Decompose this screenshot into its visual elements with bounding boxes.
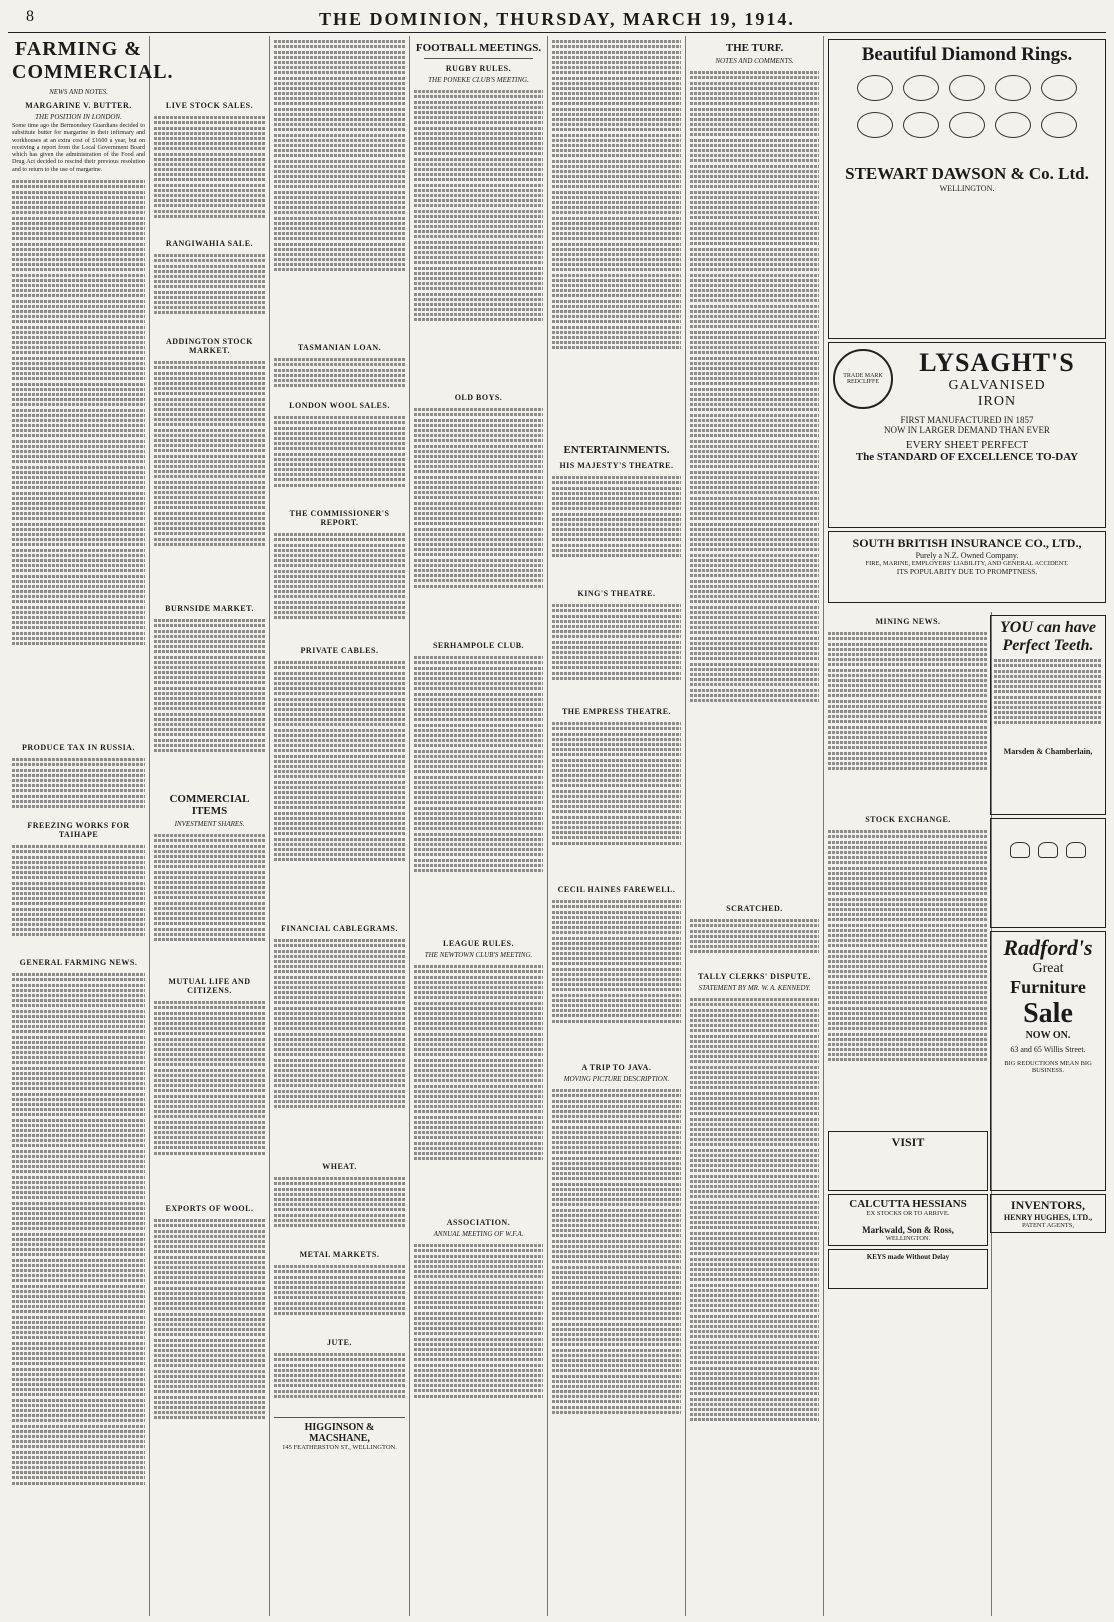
calcutta-hessians-ad (828, 1194, 988, 1246)
radford-now: NOW ON. (1025, 1030, 1071, 1041)
ring-icon (949, 75, 985, 101)
article-heading: MINING NEWS. (875, 617, 941, 626)
teeth-title: YOU can have Perfect Teeth. (1000, 619, 1096, 654)
ring-icon (1041, 75, 1077, 101)
article-heading: BURNSIDE MARKET. (165, 604, 254, 613)
column-finance (270, 36, 410, 1616)
article-heading: PRODUCE TAX IN RUSSIA. (22, 743, 135, 753)
article-body (12, 754, 145, 816)
article-body (414, 1240, 543, 1442)
article-heading: ASSOCIATION. (446, 1218, 511, 1227)
lysaght-sub1: GALVANISED (948, 378, 1046, 393)
article-heading: JUTE. (327, 1338, 352, 1347)
inventors-firm: HENRY HUGHES, LTD., (1003, 1213, 1093, 1222)
article-heading: LONDON WOOL SALES. (289, 401, 390, 410)
radford-visit: VISIT (891, 1135, 925, 1149)
mining-column (828, 612, 992, 1616)
article-body: Some time ago the Bermondsey Guardians decided to substitute butter for margarine in their infirmary and workhouses at an extra cost of £1600 a year, but on receiving a report from the Local Government Board which has given the administration of the Food and Drug Act decided to rescind their previous resolution and to return to the use of margarine. (12, 123, 145, 173)
column-farming (8, 36, 174, 1616)
article-heading: MARGARINE V. BUTTER. (25, 101, 132, 110)
article-body (274, 1261, 405, 1333)
south-british-insurance-ad (828, 531, 1106, 603)
radford-ad-header (828, 1131, 988, 1191)
share-list (154, 830, 265, 972)
column-football (410, 36, 548, 1616)
radford-address: 63 and 65 Willis Street. (1010, 1045, 1086, 1054)
radford-great: Great (1032, 961, 1064, 976)
article-body (690, 994, 819, 1556)
markwald-city: WELLINGTON. (885, 1235, 931, 1242)
article-subheading: THE PONEKE CLUB'S MEETING. (428, 76, 529, 84)
article-body (552, 472, 681, 584)
ring-icon (949, 112, 985, 138)
article-heading: COMMERCIAL ITEMS (169, 793, 250, 817)
section-football: FOOTBALL MEETINGS. (415, 42, 542, 54)
trade-mark-seal-icon: TRADE MARK REDCLIFFE (833, 349, 893, 409)
diamond-ad-title: Beautiful Diamond Rings. (861, 44, 1073, 65)
article-heading: THE COMMISSIONER'S REPORT. (289, 509, 390, 527)
article-body (154, 250, 265, 332)
masthead (8, 6, 1106, 33)
sbi-title: SOUTH BRITISH INSURANCE CO., LTD., (852, 536, 1082, 550)
keys-ad (828, 1249, 988, 1289)
article-body (274, 412, 405, 504)
sbi-line: Purely a N.Z. Owned Company. (915, 551, 1019, 560)
section-entertainments: ENTERTAINMENTS. (563, 444, 670, 456)
higginson-ad-address: 145 FEATHERSTON ST., WELLINGTON. (282, 1444, 397, 1451)
article-body (274, 354, 405, 396)
article-body (274, 1349, 405, 1411)
right-narrow-ads (990, 612, 1106, 1616)
tooth-icon (1010, 842, 1030, 858)
column-turf (686, 36, 824, 1616)
inventors-sub: PATENT AGENTS, (1021, 1222, 1074, 1229)
markwald-name: Markwald, Son & Ross, (862, 1225, 954, 1235)
lysaght-title: LYSAGHT'S (919, 348, 1075, 377)
article-body (414, 652, 543, 934)
article-body (154, 1215, 265, 1477)
calcutta-title: CALCUTTA HESSIANS (849, 1198, 967, 1210)
article-subheading: THE POSITION IN LONDON. (35, 113, 122, 121)
article-subheading: ANNUAL MEETING OF W.F.A. (433, 1230, 524, 1238)
article-subheading: NOTES AND COMMENTS. (715, 57, 794, 65)
ring-icon (995, 112, 1031, 138)
article-body (154, 357, 265, 599)
article-heading: OLD BOYS. (454, 393, 503, 402)
inventors-title: INVENTORS, (1010, 1198, 1086, 1212)
calcutta-sub: EX STOCKS OR TO ARRIVE. (866, 1210, 950, 1217)
article-body (274, 36, 405, 338)
article-heading: STOCK EXCHANGE. (865, 815, 951, 824)
article-body (274, 1173, 405, 1245)
article-heading: LEAGUE RULES. (443, 939, 514, 948)
sbi-line: FIRE, MARINE, EMPLOYERS' LIABILITY, AND GENERAL ACCIDENT. (865, 560, 1069, 567)
diamond-ad-firm: STEWART DAWSON & Co. Ltd. (845, 164, 1089, 183)
article-body (274, 935, 405, 1157)
article-heading: METAL MARKETS. (299, 1250, 380, 1259)
article-body (154, 615, 265, 787)
article-heading: HIS MAJESTY'S THEATRE. (559, 461, 674, 470)
lysaght-line: FIRST MANUFACTURED IN 1857 (900, 415, 1034, 425)
teeth-firm: Marsden & Chamberlain, (1003, 747, 1093, 756)
article-body (12, 176, 145, 738)
article-body (552, 896, 681, 1058)
article-heading: THE EMPRESS THEATRE. (561, 707, 672, 716)
lysaght-sub2: IRON (977, 394, 1017, 409)
article-heading: FINANCIAL CABLEGRAMS. (281, 924, 398, 933)
lysaght-line: The STANDARD OF EXCELLENCE TO-DAY (855, 451, 1079, 463)
article-heading: SCRATCHED. (726, 904, 783, 913)
radford-name: Radford's (1003, 935, 1093, 960)
column-livestock (150, 36, 270, 1616)
radford-slogan: BIG REDUCTIONS MEAN BIG BUSINESS. (1004, 1060, 1092, 1074)
lysaght-ad (828, 342, 1106, 528)
radford-furniture: Furniture (1010, 977, 1086, 997)
article-body (552, 718, 681, 880)
tooth-icon (1066, 842, 1086, 858)
article-body (552, 1085, 681, 1507)
teeth-ad-body (994, 655, 1102, 747)
article-body (154, 112, 265, 234)
article-heading: RUGBY RULES. (445, 64, 512, 73)
article-heading: RANGIWAHIA SALE. (165, 239, 254, 248)
article-heading: WHEAT. (322, 1162, 357, 1171)
article-body (154, 997, 265, 1199)
article-heading: MUTUAL LIFE AND CITIZENS. (168, 977, 251, 995)
column-entertainments (548, 36, 686, 1616)
teeth-ad-illustration (990, 818, 1106, 928)
article-heading: PRIVATE CABLES. (300, 646, 379, 655)
ring-icon (995, 75, 1031, 101)
article-heading: ADDINGTON STOCK MARKET. (166, 337, 253, 355)
article-heading: SERHAMPOLE CLUB. (432, 641, 525, 650)
article-subheading: STATEMENT BY MR. W. A. KENNEDY. (698, 984, 811, 992)
article-body (690, 915, 819, 967)
inventors-ad (990, 1194, 1106, 1233)
article-body (12, 969, 145, 1591)
article-heading: LIVE STOCK SALES. (165, 101, 254, 110)
section-turf: THE TURF. (725, 42, 784, 54)
news-and-notes-heading: NEWS AND NOTES. (49, 88, 108, 96)
article-body (828, 826, 988, 1128)
article-body (414, 961, 543, 1213)
article-heading: FREEZING WORKS FOR TAIHAPE (27, 821, 130, 840)
perfect-teeth-ad (990, 615, 1106, 815)
article-heading: TASMANIAN LOAN. (297, 343, 382, 352)
article-body (552, 36, 681, 438)
article-heading: A TRIP TO JAVA. (581, 1063, 652, 1072)
section-farming-commercial: FARMING & COMMERCIAL. (12, 38, 174, 83)
article-heading: KING'S THEATRE. (577, 589, 656, 598)
article-subheading: INVESTMENT SHARES. (174, 820, 245, 828)
article-subheading: MOVING PICTURE DESCRIPTION. (563, 1075, 670, 1083)
sbi-line: ITS POPULARITY DUE TO PROMPTNESS. (896, 567, 1038, 576)
article-heading: EXPORTS OF WOOL. (165, 1204, 254, 1213)
radford-sale: Sale (1023, 998, 1073, 1029)
article-body (552, 600, 681, 702)
diamond-rings-ad (828, 39, 1106, 339)
ring-illustrations (833, 72, 1101, 146)
article-heading: TALLY CLERKS' DISPUTE. (698, 972, 811, 981)
article-body (12, 841, 145, 953)
radford-furniture-ad (990, 931, 1106, 1191)
ring-icon (857, 75, 893, 101)
article-body (414, 86, 543, 388)
ads-column (828, 36, 1106, 1616)
page-title: THE DOMINION, THURSDAY, MARCH 19, 1914. (319, 9, 795, 29)
tooth-icon (1038, 842, 1058, 858)
article-body (274, 657, 405, 919)
article-heading: CECIL HAINES FAREWELL. (557, 885, 676, 894)
higginson-ad-title: HIGGINSON & MACSHANE, (274, 1417, 405, 1444)
ring-icon (1041, 112, 1077, 138)
article-body (690, 67, 819, 899)
article-subheading: THE NEWTOWN CLUB'S MEETING. (424, 951, 533, 959)
ring-icon (903, 112, 939, 138)
ring-icon (857, 112, 893, 138)
keys-title: KEYS made Without Delay (866, 1253, 950, 1261)
page-number: 8 (26, 8, 34, 25)
article-body (414, 404, 543, 636)
article-body (828, 628, 988, 810)
article-body (274, 529, 405, 641)
diamond-ad-city: WELLINGTON. (939, 184, 995, 193)
lysaght-line: EVERY SHEET PERFECT (905, 439, 1029, 451)
article-heading: GENERAL FARMING NEWS. (19, 958, 138, 968)
ring-icon (903, 75, 939, 101)
lysaght-line: NOW IN LARGER DEMAND THAN EVER (884, 425, 1050, 435)
